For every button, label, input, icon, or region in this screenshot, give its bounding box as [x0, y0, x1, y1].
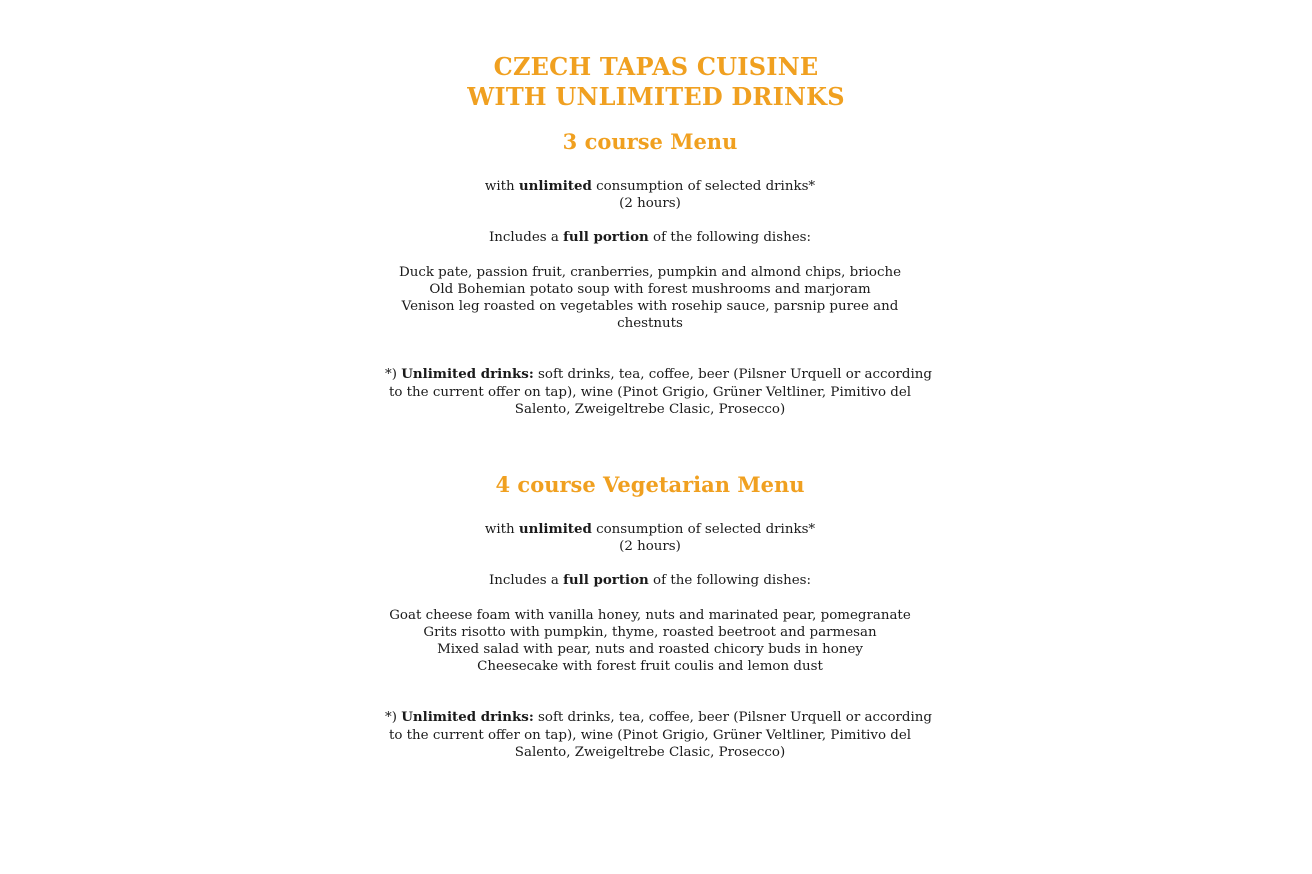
dish-list [380, 607, 920, 676]
note-line-2: to the current offer on tap), wine (Pinot Grigio, Grüner Veltliner, Pimitivo del [388, 727, 912, 743]
dish-item: chestnuts [617, 316, 683, 332]
includes-prefix: Includes a [488, 230, 564, 246]
note-text-1: soft drinks, tea, coffee, beer (Pilsner Urquell or according [533, 710, 932, 726]
menu-heading: 3 course Menu [562, 129, 738, 154]
includes-bold: full portion [563, 229, 649, 246]
includes-line [380, 572, 920, 589]
intro-prefix: with [484, 522, 519, 537]
includes-line [380, 229, 920, 246]
note-prefix: *) [385, 367, 402, 383]
duration: (2 hours) [619, 196, 681, 212]
intro-suffix: consumption of selected drinks* [591, 179, 816, 194]
menu-heading: 4 course Vegetarian Menu [495, 472, 805, 497]
menu-section-3-course [380, 128, 932, 418]
intro-bold: unlimited [518, 521, 592, 537]
note-line-1 [385, 709, 932, 726]
document-title [0, 52, 1312, 112]
note-line-3: Salento, Zweigeltrebe Clasic, Prosecco) [514, 401, 786, 417]
intro-suffix: consumption of selected drinks* [591, 522, 816, 537]
note-text-1: soft drinks, tea, coffee, beer (Pilsner Urquell or according [533, 367, 932, 383]
includes-prefix: Includes a [488, 573, 564, 589]
includes-suffix: of the following dishes: [648, 230, 812, 246]
dish-item: Mixed salad with pear, nuts and roasted chicory buds in honey [437, 642, 863, 658]
includes-bold: full portion [563, 572, 649, 589]
drinks-note [385, 709, 932, 761]
title-line-2: WITH UNLIMITED DRINKS [467, 82, 845, 111]
intro-bold: unlimited [518, 178, 592, 194]
dish-list [380, 264, 920, 333]
includes-suffix: of the following dishes: [648, 573, 812, 589]
dish-item: Cheesecake with forest fruit coulis and lemon dust [477, 659, 823, 675]
dish-item: Venison leg roasted on vegetables with rosehip sauce, parsnip puree and [401, 299, 899, 315]
note-line-1 [385, 366, 932, 383]
intro-line [380, 178, 920, 195]
menu-section-4-course-vegetarian [380, 471, 932, 761]
title-line-1: CZECH TAPAS CUISINE [493, 52, 819, 81]
dish-item: Old Bohemian potato soup with forest mushrooms and marjoram [429, 281, 871, 297]
drinks-note [385, 366, 932, 418]
dish-item: Grits risotto with pumpkin, thyme, roasted beetroot and parmesan [423, 624, 877, 640]
note-prefix: *) [385, 710, 402, 726]
intro-line [380, 521, 920, 538]
dish-item: Goat cheese foam with vanilla honey, nuts and marinated pear, pomegranate [389, 607, 911, 623]
duration: (2 hours) [619, 539, 681, 555]
note-bold: Unlimited drinks: [401, 366, 534, 383]
note-line-3: Salento, Zweigeltrebe Clasic, Prosecco) [514, 744, 786, 760]
dish-item: Duck pate, passion fruit, cranberries, pumpkin and almond chips, brioche [398, 264, 902, 280]
note-line-2: to the current offer on tap), wine (Pinot Grigio, Grüner Veltliner, Pimitivo del [388, 384, 912, 400]
intro-prefix: with [484, 179, 519, 194]
note-bold: Unlimited drinks: [401, 709, 534, 726]
